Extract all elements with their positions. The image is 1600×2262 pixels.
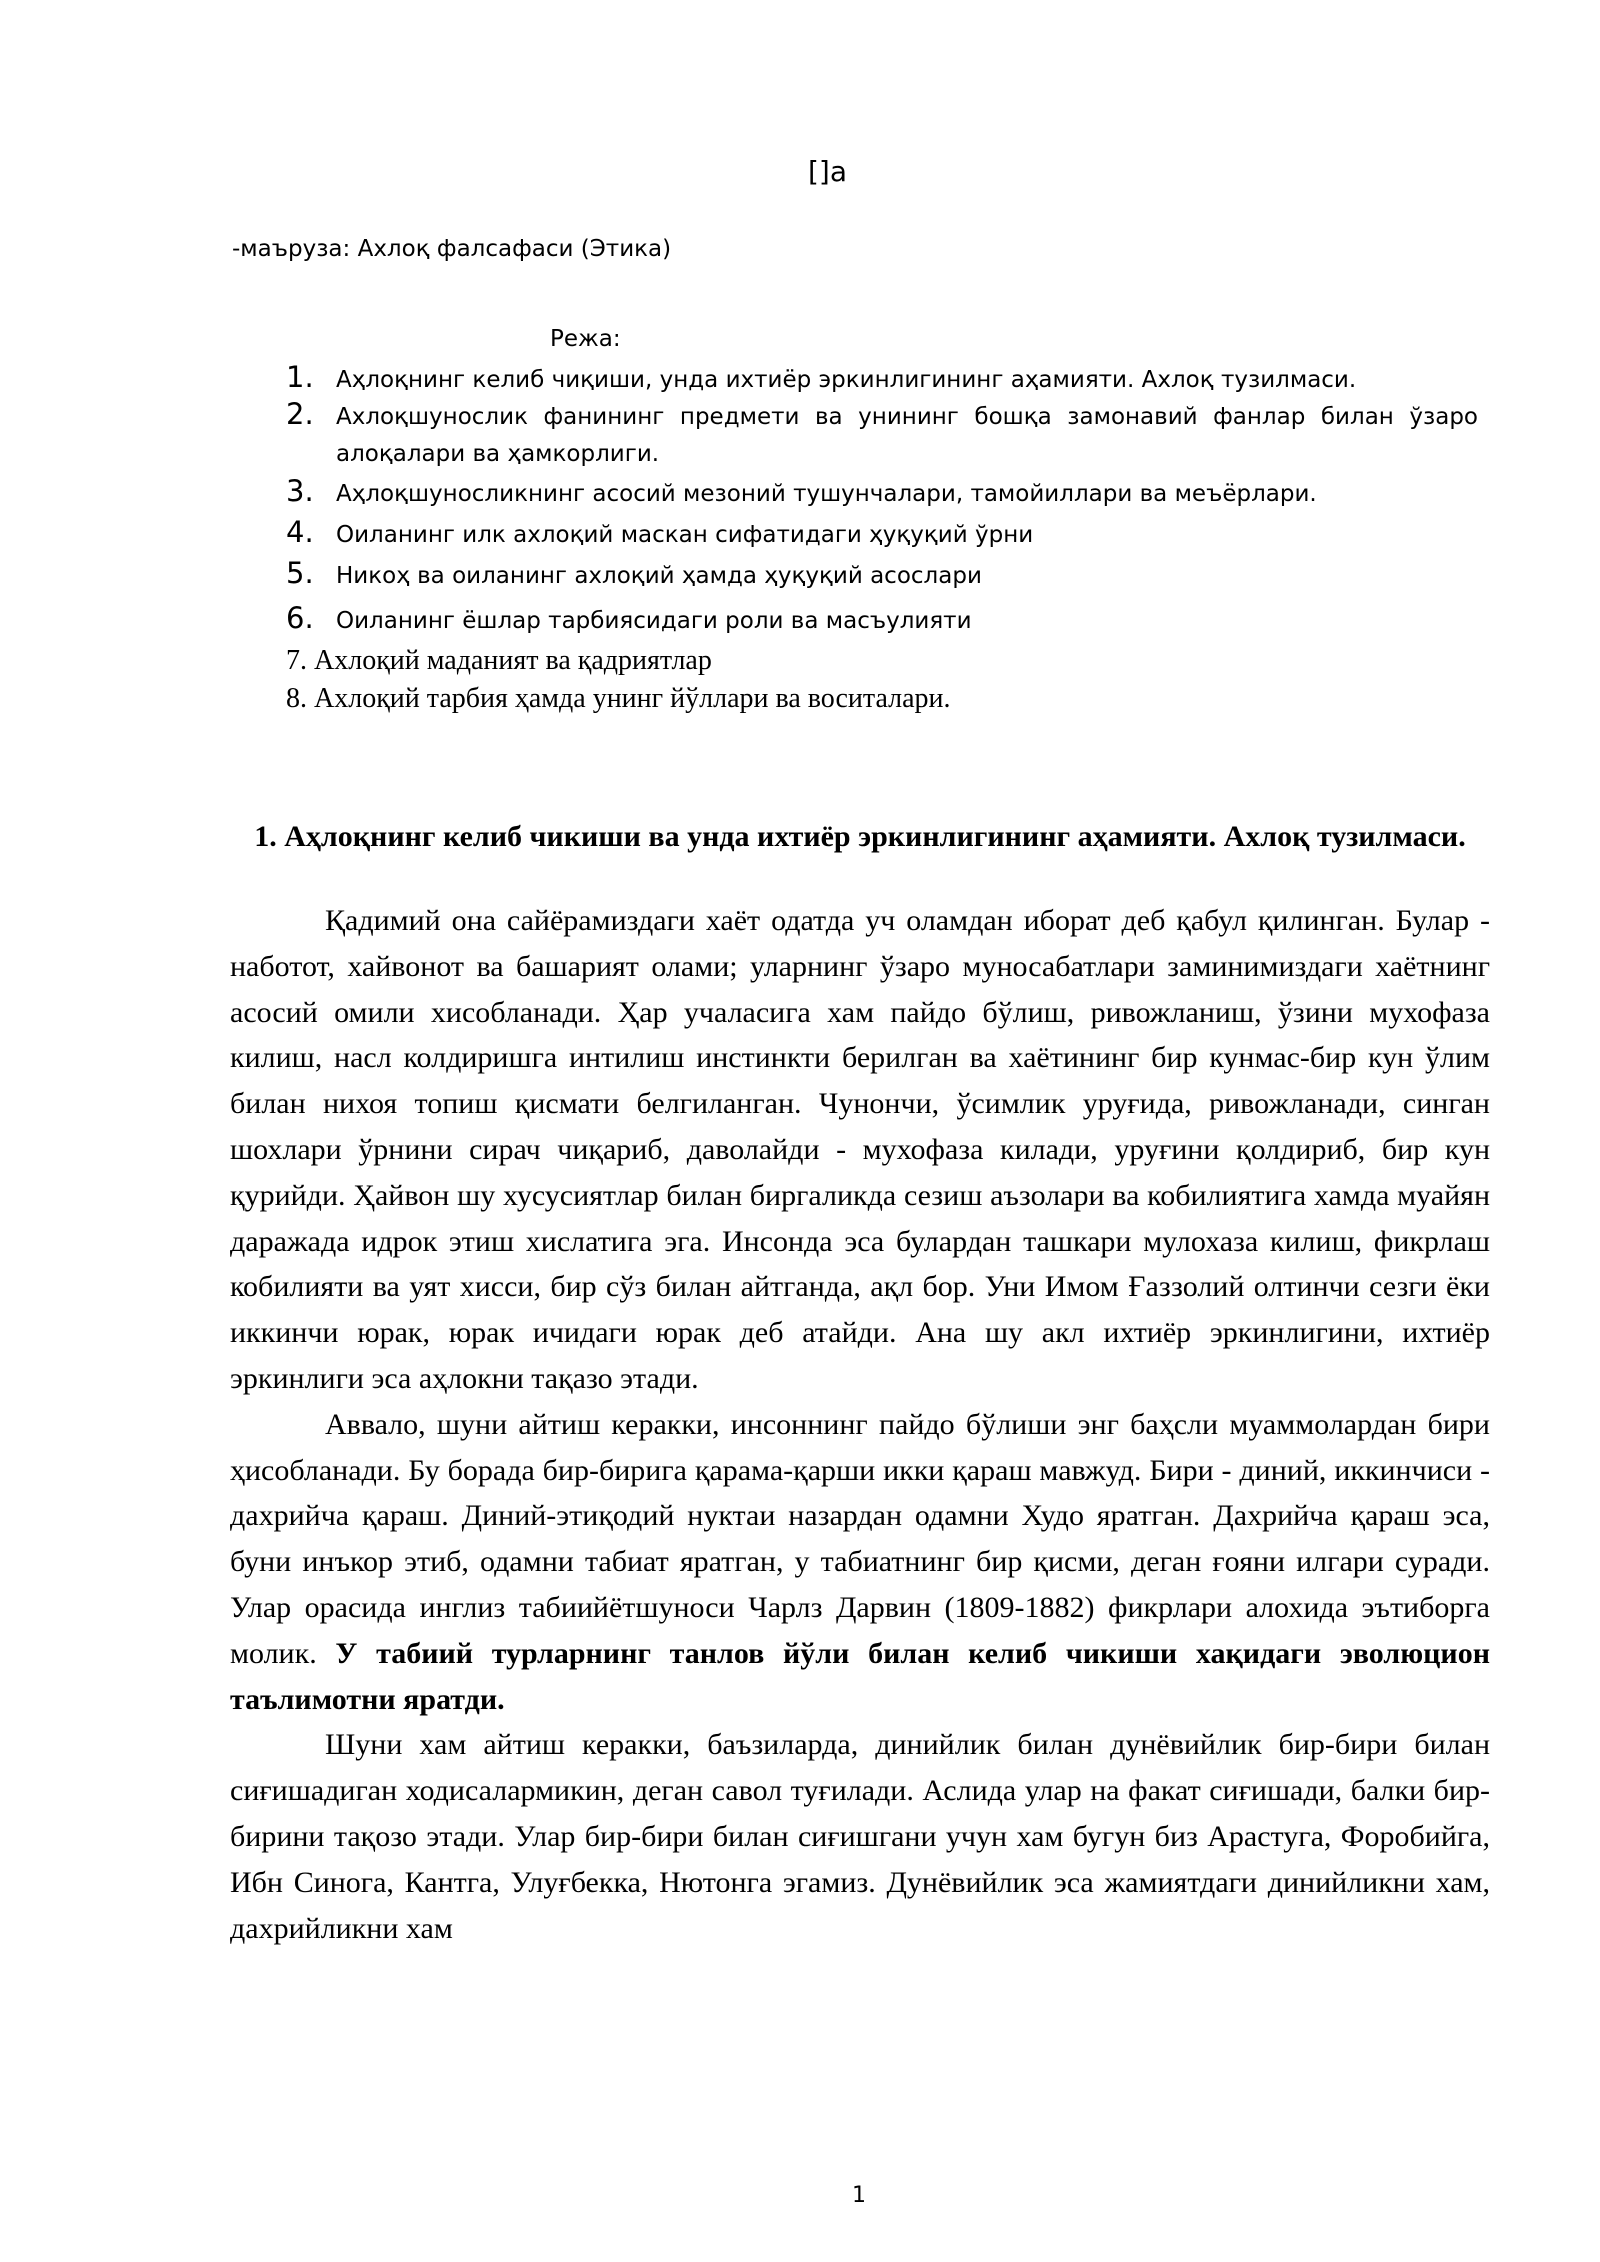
body-text bbox=[230, 898, 1490, 1951]
plan-item-text: Оиланинг ёшлар тарбиясидаги роли ва масъулияти bbox=[336, 608, 972, 634]
paragraph-2-text: Аввало, шуни айтиш керакки, инсоннинг пайдо бўлиши энг баҳсли муаммолардан бири ҳисобланади. Бу борада бир-бирига қарама-қарши икки қараш мавжуд. Бири - диний, иккинчиси - дахрийча қараш. Диний-этиқодий нуктаи назардан одамни Худо яратган. Дахрийча қараш эса, буни инъкор этиб, одамни табиат яратган, у табиатнинг бир қисми, деган ғояни илгари суради. Улар орасида инглиз табиийётшуноси Чарлз Дарвин (1809-1882) фикрлари алохида эътиборга молик. bbox=[230, 1407, 1490, 1670]
paragraph-1: Қадимий она сайёрамиздаги хаёт одатда уч оламдан иборат деб қабул қилинган. Булар - наботот, хайвонот ва башарият олами; уларнинг ўзаро муносабатлари заминимиздаги хаётнинг асосий омили хисобланади. Ҳар учаласига хам пайдо бўлиш, ривожланиш, ўзини мухофаза килиш, насл колдиришга интилиш инстинкти берилган ва хаётининг бир кунмас-бир кун ўлим билан нихоя топиш қисмати белгиланган. Чунончи, ўсимлик уруғида, ривожланади, синган шохлари ўрнини сирач чиқариб, даволайди - мухофаза килади, уруғини қолдириб, бир кун қурийди. Ҳайвон шу хусусиятлар билан биргаликда сезиш аъзолари ва кобилиятига хамда муайян даражада идрок этиш хислатига эга. Инсонда эса булардан ташкари мулохаза килиш, фикрлаш кобилияти ва уят хисси, бир сўз билан айтганда, ақл бор. Уни Имом Ғаззолий олтинчи сезги ёки иккинчи юрак, юрак ичидаги юрак деб атайди. Ана шу акл ихтиёр эркинлигини, ихтиёр эркинлиги эса аҳлокни тақазо этади. bbox=[230, 904, 1490, 1395]
plan-list bbox=[286, 362, 1486, 718]
plan-heading: Режа: bbox=[550, 326, 621, 352]
plan-item-3 bbox=[286, 476, 1486, 513]
plan-item-number: 8. bbox=[286, 683, 307, 714]
plan-item-number: 6. bbox=[286, 601, 314, 635]
paragraph-2 bbox=[230, 1402, 1490, 1723]
plan-item-text: Аҳлоқшуносликнинг асосий мезоний тушунчалари, тамойиллари ва меъёрлари. bbox=[336, 481, 1317, 507]
plan-item-number: 7. bbox=[286, 645, 307, 676]
plan-item-text: Аҳлоқнинг келиб чиқиши, унда ихтиёр эркинлигининг аҳамияти. Ахлоқ тузилмаси. bbox=[336, 367, 1357, 393]
plan-item-6 bbox=[286, 603, 1486, 640]
lecture-title: -маъруза: Ахлоқ фалсафаси (Этика) bbox=[232, 236, 672, 262]
bold-sentence: У табиий турларнинг танлов йўли билан келиб чикиши хақидаги эволюцион таълимотни яратди. bbox=[230, 1636, 1491, 1716]
plan-item-8 bbox=[286, 680, 1486, 718]
plan-item-2 bbox=[286, 399, 1478, 473]
paragraph-3: Шуни хам айтиш керакки, баъзиларда, динийлик билан дунёвийлик бир-бири билан сиғишадиган ходисалармикин, деган савол туғилади. Аслида улар на факат сиғишади, балки бир-бирини тақозо этади. Улар бир-бири билан сиғишгани учун хам бугун биз Арастуга, Форобийга, Ибн Синога, Кантга, Улуғбекка, Нютонга эгамиз. Дунёвийлик эса жамиятдаги динийликни хам, дахрийликни хам bbox=[230, 1728, 1490, 1945]
plan-item-text: Ахлоқий маданият ва қадриятлар bbox=[314, 645, 712, 676]
plan-item-text: Оиланинг илк ахлоқий маскан сифатидаги ҳуқуқий ўрни bbox=[336, 522, 1034, 548]
plan-item-4 bbox=[286, 517, 1486, 554]
plan-item-number: 5. bbox=[286, 556, 314, 590]
plan-item-text: Ахлоқшунослик фанининг предмети ва унининг бошқа замонавий фанлар билан ўзаро алоқалари ва ҳамкорлиги. bbox=[336, 404, 1478, 467]
plan-item-7 bbox=[286, 642, 1486, 680]
plan-item-number: 2. bbox=[286, 397, 314, 431]
plan-item-number: 1. bbox=[286, 360, 314, 394]
top-mark: []а bbox=[808, 155, 848, 188]
plan-item-text: Ахлоқий тарбия ҳамда унинг йўллари ва воситалари. bbox=[314, 683, 951, 714]
plan-item-number: 3. bbox=[286, 474, 314, 508]
page-number: 1 bbox=[852, 2183, 866, 2208]
plan-item-1 bbox=[286, 362, 1486, 399]
plan-item-number: 4. bbox=[286, 515, 314, 549]
plan-item-text: Никоҳ ва оиланинг ахлоқий ҳамда ҳуқуқий асослари bbox=[336, 563, 982, 589]
section-heading: 1. Аҳлоқнинг келиб чикиши ва унда ихтиёр эркинлигининг аҳамияти. Ахлоқ тузилмаси. bbox=[254, 820, 1466, 853]
plan-item-5 bbox=[286, 558, 1486, 595]
